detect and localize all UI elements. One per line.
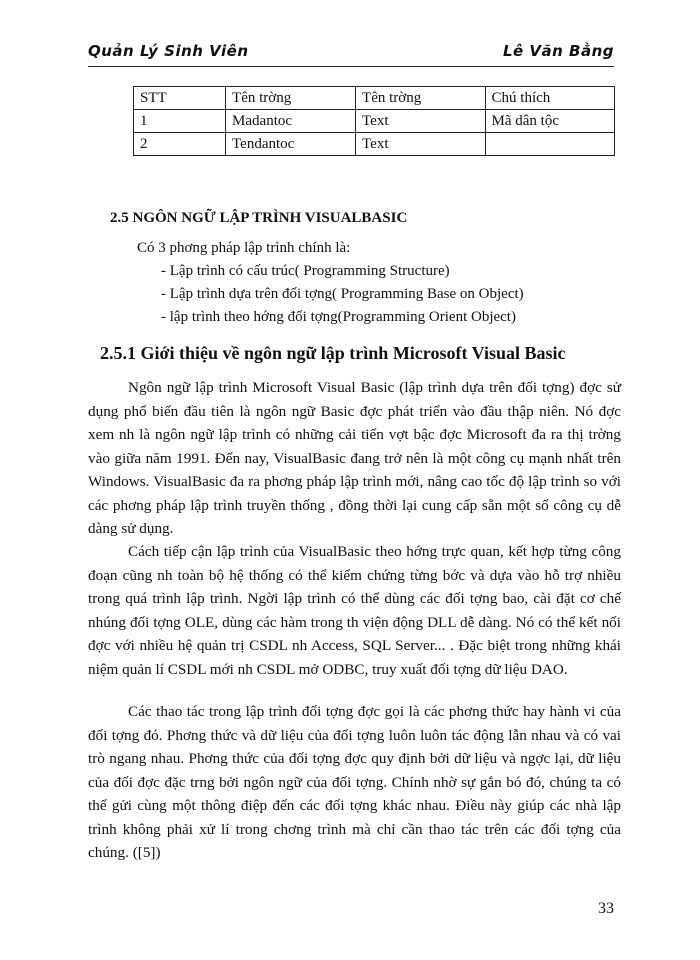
page-header: [88, 42, 614, 66]
table-cell: Mã dân tộc: [485, 110, 614, 133]
paragraph: Cách tiếp cận lập trình của VisualBasic theo hớng trực quan, kết hợp từng công đoạn cũng nh toàn bộ hệ thống có thể kiểm chứng từng bớc và dựa vào hỗ trợ nhiều trong quá trình lập trình. Ngời lập trình có thể dùng các đối tợng bao, cài đặt cơ chế nhúng đối tợng OLE, dùng các hàm trong th viện động DLL dễ dàng. Nó có thể kết nối đợc với nhiều hệ quản trị CSDL nh Access, SQL Server... . Đặc biệt trong những khái niệm quản lí CSDL mới nh CSDL mở ODBC, truy xuất đối tợng dữ liệu DAO.: [88, 543, 621, 678]
method-item: - Lập trình dựa trên đối tợng( Programming Base on Object): [161, 286, 524, 302]
table-cell: STT: [134, 87, 226, 110]
header-author: Lê Văn Bằng: [502, 42, 614, 60]
table-cell: 1: [134, 110, 226, 133]
table-cell: Madantoc: [226, 110, 356, 133]
table-cell: Chú thích: [485, 87, 614, 110]
subsection-title: 2.5.1 Giới thiệu về ngôn ngữ lập trình Microsoft Visual Basic: [100, 343, 566, 363]
page-number: 33: [598, 900, 614, 917]
table-cell: Text: [356, 110, 485, 133]
method-item: - lập trình theo hớng đối tợng(Programming Orient Object): [161, 309, 516, 325]
method-item: - Lập trình có cấu trúc( Programming Structure): [161, 263, 450, 279]
table-cell: [485, 133, 614, 156]
paragraph: Các thao tác trong lập trình đối tợng đợc gọi là các phơng thức hay hành vi của đối tợng đó. Phơng thức và dữ liệu của đối tợng luôn luôn tác động lẫn nhau và có vai trò ngang nhau. Phơng thức của đối tợng đợc quy định bởi dữ liệu và ngợc lại, dữ liệu của đối đợc đặc trng bởi ngôn ngữ của đối tợng. Chính nhờ sự gắn bó đó, chúng ta có thể gửi cùng một thông điệp đến các đối tợng khác nhau. Điều này giúp các nhà lập trình không phải xử lí trong chơng trình mà chỉ cần thao tác trên các đối tợng của chúng. ([5]): [88, 703, 621, 861]
table-cell: Tên trờng: [226, 87, 356, 110]
header-rule: [88, 66, 614, 67]
field-table: [133, 86, 615, 156]
section-title: 2.5 NGÔN NGỮ LẬP TRÌNH VISUALBASIC: [110, 210, 408, 226]
paragraph: Ngôn ngữ lập trình Microsoft Visual Basic (lập trình dựa trên đối tợng) đợc sử dụng phổ biến đầu tiên là ngôn ngữ Basic đợc phát triển vào đầu thập niên. Nó đợc xem nh là ngôn ngữ lập trình có những cải tiến vợt bậc đợc Microsoft đa ra thị trờng vào giữa năm 1991. Đến nay, VisualBasic đang trở nên là một công cụ mạnh nhất trên Windows. VisualBasic đa ra phơng pháp lập trình mới, nâng cao tốc độ lập trình so với các phơng pháp lập trình truyền thống , đồng thời lại cung cấp sẵn một số công cụ dễ dàng sử dụng.: [88, 379, 621, 537]
section-intro: Có 3 phơng pháp lập trình chính là:: [137, 240, 351, 256]
table-row: [134, 110, 615, 133]
header-title: Quản Lý Sinh Viên: [88, 42, 249, 60]
table-cell: 2: [134, 133, 226, 156]
table-row: [134, 133, 615, 156]
table-cell: Text: [356, 133, 485, 156]
table-header-row: [134, 87, 615, 110]
table-cell: Tên trờng: [356, 87, 485, 110]
table-cell: Tendantoc: [226, 133, 356, 156]
